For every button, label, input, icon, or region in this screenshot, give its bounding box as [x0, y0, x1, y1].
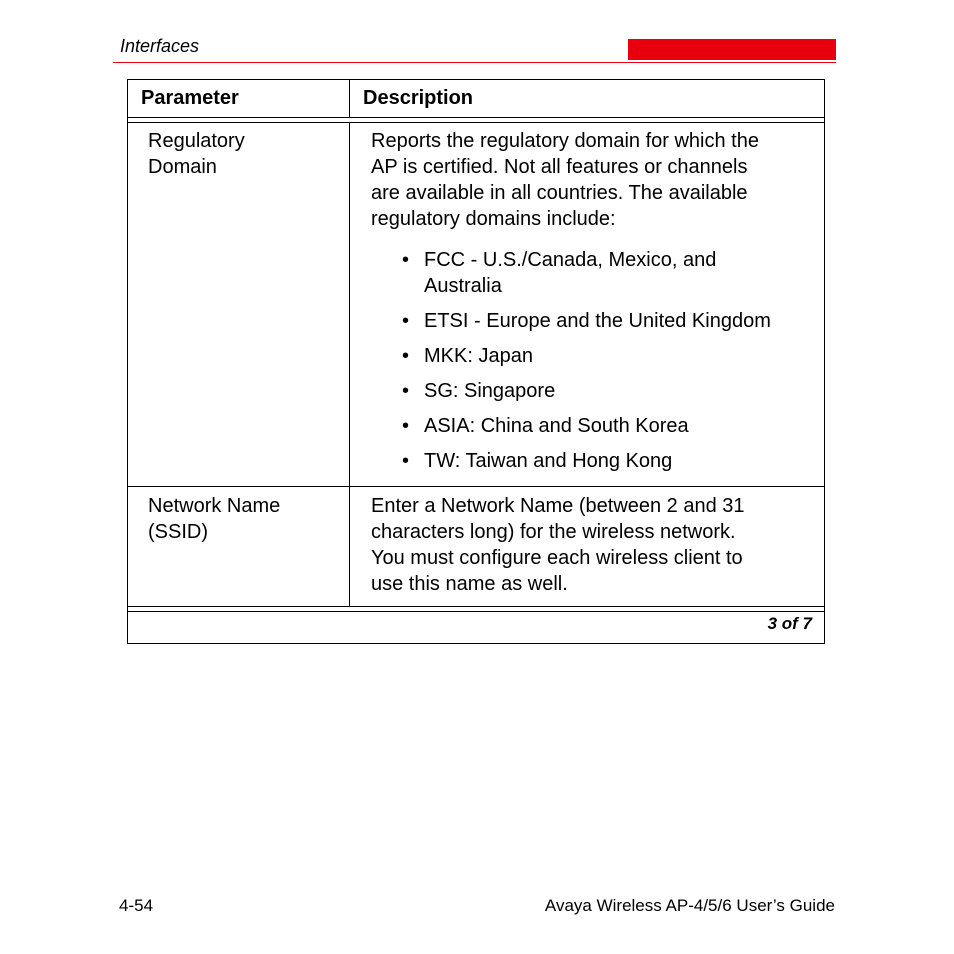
list-item: • SG: Singapore	[402, 380, 556, 402]
desc-line: use this name as well.	[371, 573, 568, 595]
desc-line: AP is certified. Not all features or channels	[371, 156, 748, 178]
bullet-icon: •	[402, 345, 410, 367]
table-pager: 3 of 7	[767, 614, 812, 633]
list-item: • MKK: Japan	[402, 345, 533, 367]
list-item: • FCC - U.S./Canada, Mexico, and Australia	[402, 249, 717, 297]
param-line: Regulatory	[148, 130, 245, 152]
header-accent-bar	[628, 39, 836, 60]
row-divider	[128, 486, 824, 487]
desc-line: Enter a Network Name (between 2 and 31	[371, 495, 745, 517]
header-divider	[128, 117, 824, 118]
desc-line: You must configure each wireless client to	[371, 547, 743, 569]
column-header-description: Description	[363, 87, 474, 109]
list-item: • TW: Taiwan and Hong Kong	[402, 450, 673, 472]
bullet-icon: •	[402, 415, 410, 437]
param-line: Domain	[148, 156, 217, 178]
parameter-table	[127, 79, 825, 644]
bullet-icon: •	[402, 249, 410, 271]
param-line: Network Name	[148, 495, 281, 517]
desc-line: regulatory domains include:	[371, 208, 616, 230]
column-divider	[349, 122, 350, 606]
regulatory-domain-list	[400, 247, 820, 483]
bullet-icon: •	[402, 450, 410, 472]
desc-regulatory-domain	[371, 128, 759, 232]
param-regulatory-domain	[148, 128, 245, 180]
footer-divider-double	[128, 611, 824, 612]
desc-network-name	[371, 493, 745, 597]
desc-line: are available in all countries. The available	[371, 182, 748, 204]
column-divider	[349, 80, 350, 117]
footer-divider	[128, 606, 824, 607]
desc-line: Reports the regulatory domain for which the	[371, 130, 759, 152]
param-network-name	[148, 493, 280, 545]
list-item: • ASIA: China and South Korea	[402, 415, 689, 437]
column-header-parameter: Parameter	[141, 87, 239, 109]
list-item: • ETSI - Europe and the United Kingdom	[402, 310, 771, 332]
bullet-icon: •	[402, 380, 410, 402]
page-number: 4-54	[119, 896, 154, 915]
header-rule	[113, 62, 836, 63]
desc-line: characters long) for the wireless network.	[371, 521, 736, 543]
section-title: Interfaces	[120, 36, 200, 56]
param-line: (SSID)	[148, 521, 208, 543]
bullet-icon: •	[402, 310, 410, 332]
header-divider-double	[128, 122, 824, 123]
guide-title: Avaya Wireless AP-4/5/6 User’s Guide	[544, 896, 835, 915]
